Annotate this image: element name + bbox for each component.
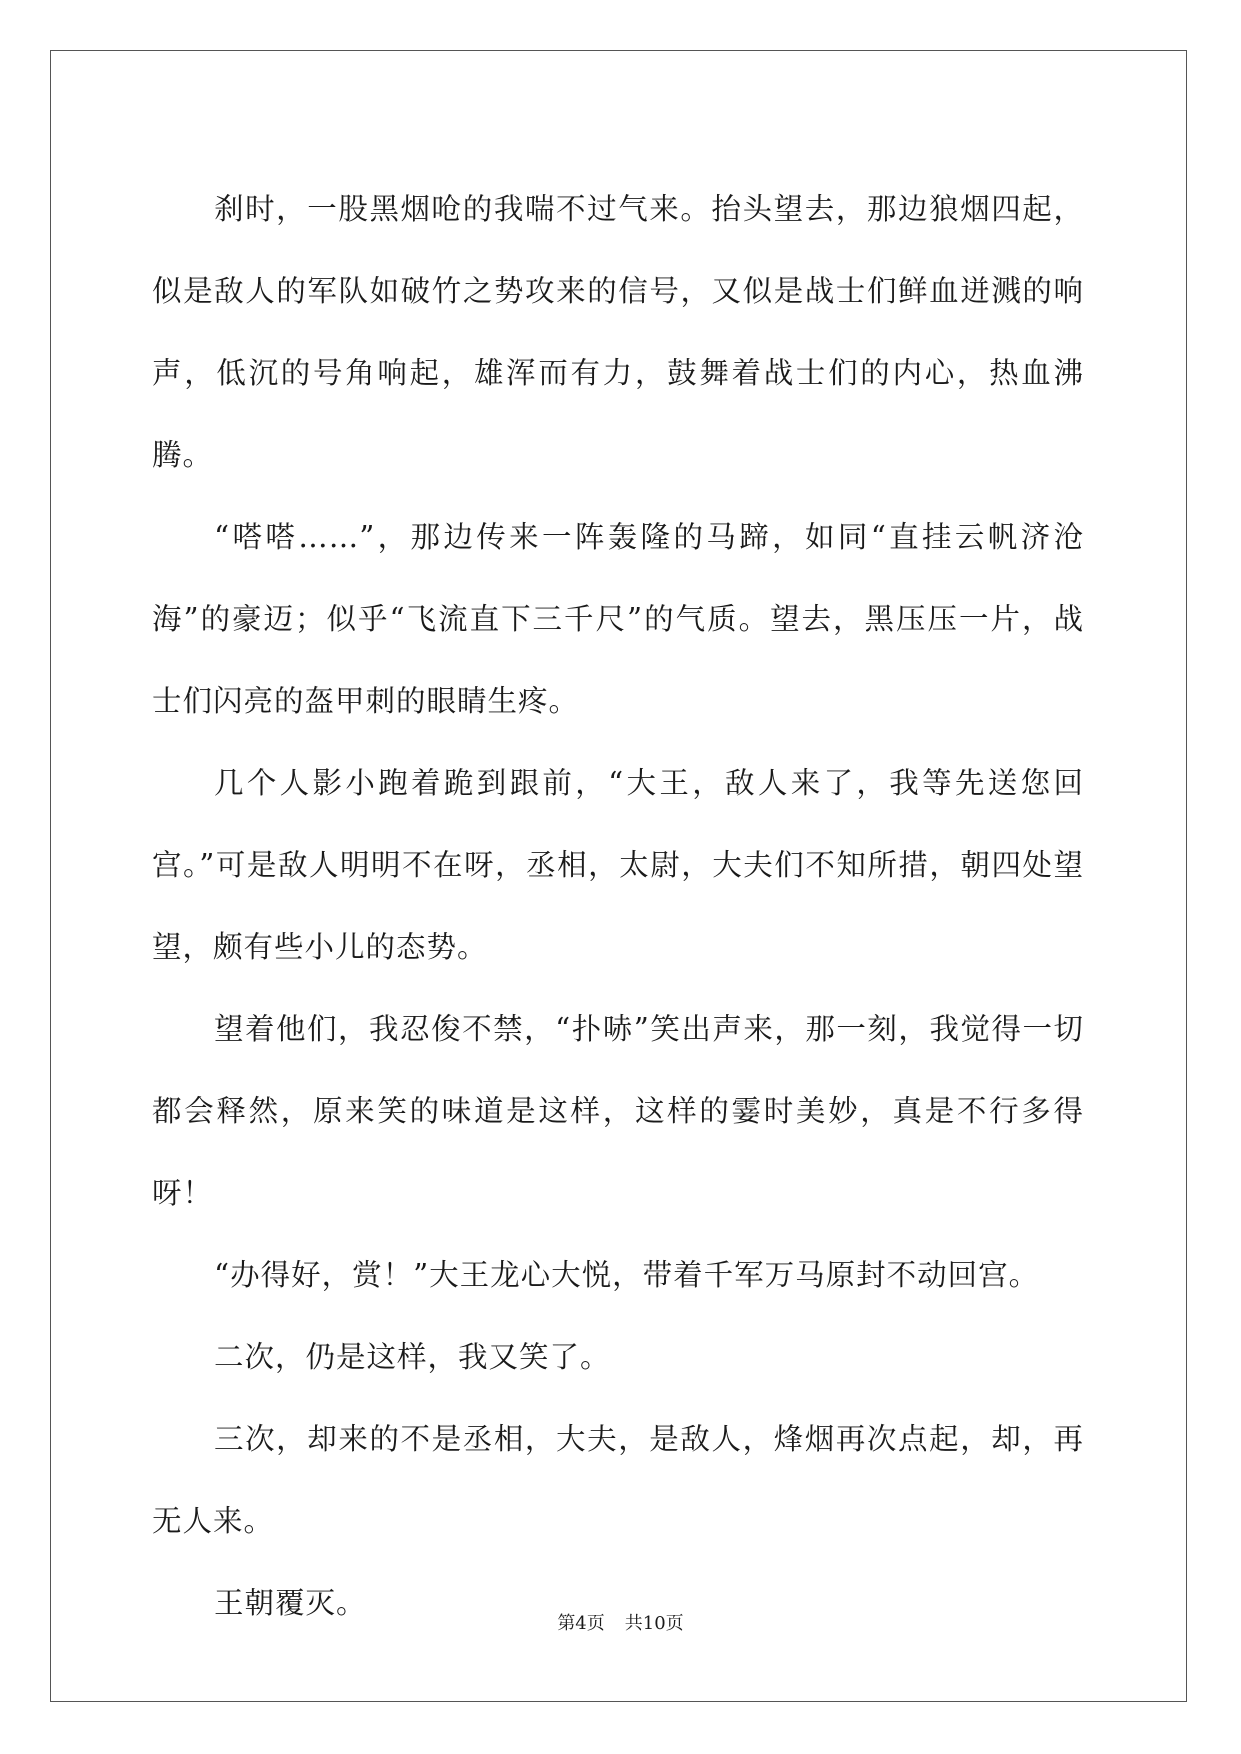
paragraph: 刹时，一股黑烟呛的我喘不过气来。抬头望去，那边狼烟四起，似是敌人的军队如破竹之势攻来的信号，又似是战士们鲜血迸溅的响声，低沉的号角响起，雄浑而有力，鼓舞着战士们的内心，热血沸腾。: [152, 192, 1084, 472]
page-footer: [0, 1612, 1241, 1636]
paragraph: “嗒嗒……”，那边传来一阵轰隆的马蹄，如同“直挂云帆济沧海”的豪迈；似乎“飞流直下三千尺”的气质。望去，黑压压一片，战士们闪亮的盔甲刺的眼睛生疼。: [152, 520, 1084, 718]
paragraph: 几个人影小跑着跪到跟前，“大王，敌人来了，我等先送您回宫。”可是敌人明明不在呀，丞相，太尉，大夫们不知所措，朝四处望望，颇有些小儿的态势。: [152, 766, 1084, 964]
paragraph: 二次，仍是这样，我又笑了。: [214, 1340, 611, 1374]
page-number: 第4页: [557, 1613, 605, 1634]
paragraph: 望着他们，我忍俊不禁，“扑哧”笑出声来，那一刻，我觉得一切都会释然，原来笑的味道是这样，这样的霎时美妙，真是不行多得呀！: [152, 1012, 1084, 1210]
paragraph: 王朝覆灭。: [214, 1586, 367, 1620]
paragraph: 三次，却来的不是丞相，大夫，是敌人，烽烟再次点起，却，再无人来。: [152, 1422, 1084, 1538]
page-total: 共10页: [624, 1613, 684, 1634]
paragraph: “办得好，赏！”大王龙心大悦，带着千军万马原封不动回宫。: [214, 1258, 1040, 1292]
document-body: [152, 168, 1084, 1644]
